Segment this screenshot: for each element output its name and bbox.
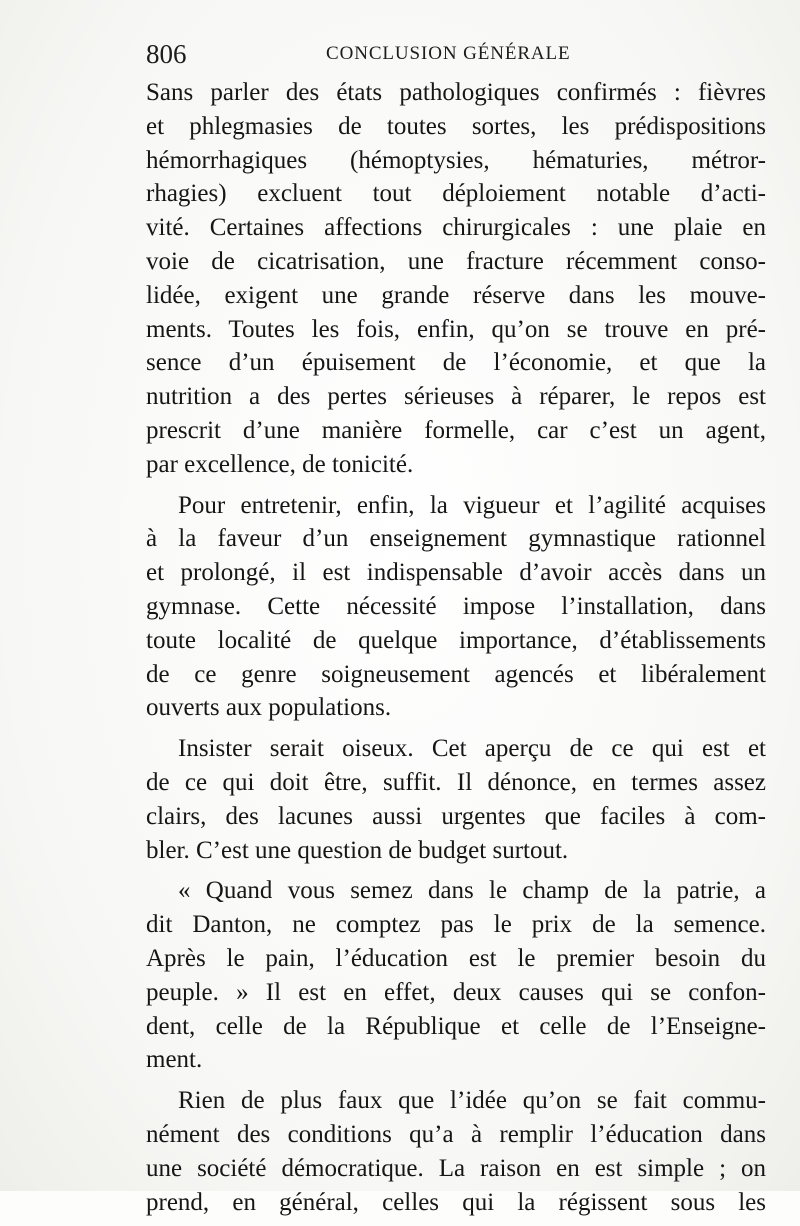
page-header [146, 34, 750, 74]
text-line: dent, celle de la République et celle de l’Enseigne- [146, 1012, 766, 1040]
text-line: Insister serait oiseux. Cet aperçu de ce qui est et [178, 735, 766, 763]
page-number: 806 [146, 39, 187, 69]
text-line: sence d’un épuisement de l’économie, et que la [146, 349, 766, 377]
paragraph-1 [146, 76, 766, 482]
body-text [146, 76, 766, 1226]
text-line: lidée, exigent une grande réserve dans les mouve- [146, 281, 766, 309]
text-line: gymnase. Cette nécessité impose l’installation, dans [146, 592, 766, 620]
text-line: de ce genre soigneusement agencés et libéralement [146, 660, 766, 688]
text-line: par excellence, de tonicité. [146, 450, 414, 478]
paragraph-2 [146, 489, 766, 726]
text-line: prescrit d’une manière formelle, car c’est un agent, [146, 416, 766, 444]
text-line: ments. Toutes les fois, enfin, qu’on se trouve en pré- [146, 315, 766, 343]
text-line: « Quand vous semez dans le champ de la patrie, a [178, 877, 766, 905]
text-line: bler. C’est une question de budget surtout. [146, 836, 569, 864]
text-line: rhagies) excluent tout déploiement notable d’acti- [146, 180, 766, 208]
text-line: hémorrhagiques (hémoptysies, hématuries, métror- [146, 146, 766, 174]
text-line: et prolongé, il est indispensable d’avoir accès dans un [146, 559, 766, 587]
text-line: une société démocratique. La raison en est simple ; on [146, 1154, 766, 1182]
text-line: ment. [146, 1046, 203, 1074]
text-line: à la faveur d’un enseignement gymnastique rationnel [146, 525, 766, 553]
text-line: dit Danton, ne comptez pas le prix de la semence. [146, 911, 766, 939]
text-line: Après le pain, l’éducation est le premier besoin du [146, 944, 766, 972]
text-line: nutrition a des pertes sérieuses à réparer, le repos est [146, 383, 766, 411]
text-line: Rien de plus faux que l’idée qu’on se fait commu- [178, 1087, 766, 1115]
paragraph-4 [146, 874, 766, 1077]
text-line: toute localité de quelque importance, d’établissements [146, 626, 766, 654]
text-line: de ce qui doit être, suffit. Il dénonce, en termes assez [146, 768, 766, 796]
text-line: clairs, des lacunes aussi urgentes que faciles à com- [146, 802, 766, 830]
text-line: voie de cicatrisation, une fracture récemment conso- [146, 247, 766, 275]
text-line: nément des conditions qu’a à remplir l’éducation dans [146, 1120, 766, 1148]
running-title: CONCLUSION GÉNÉRALE [326, 43, 571, 64]
paragraph-3 [146, 732, 766, 867]
text-line: ouverts aux populations. [146, 694, 392, 722]
text-line: peuple. » Il est en effet, deux causes qui se confon- [146, 978, 766, 1006]
text-line: Pour entretenir, enfin, la vigueur et l’agilité acquises [178, 491, 766, 519]
text-line: et phlegmasies de toutes sortes, les prédispositions [146, 112, 766, 140]
text-line: prend, en général, celles qui la régissent sous les [146, 1188, 766, 1216]
text-line: Sans parler des états pathologiques confirmés : fièvres [146, 79, 766, 106]
paragraph-5 [146, 1084, 766, 1219]
text-line: vité. Certaines affections chirurgicales : une plaie en [146, 214, 766, 242]
